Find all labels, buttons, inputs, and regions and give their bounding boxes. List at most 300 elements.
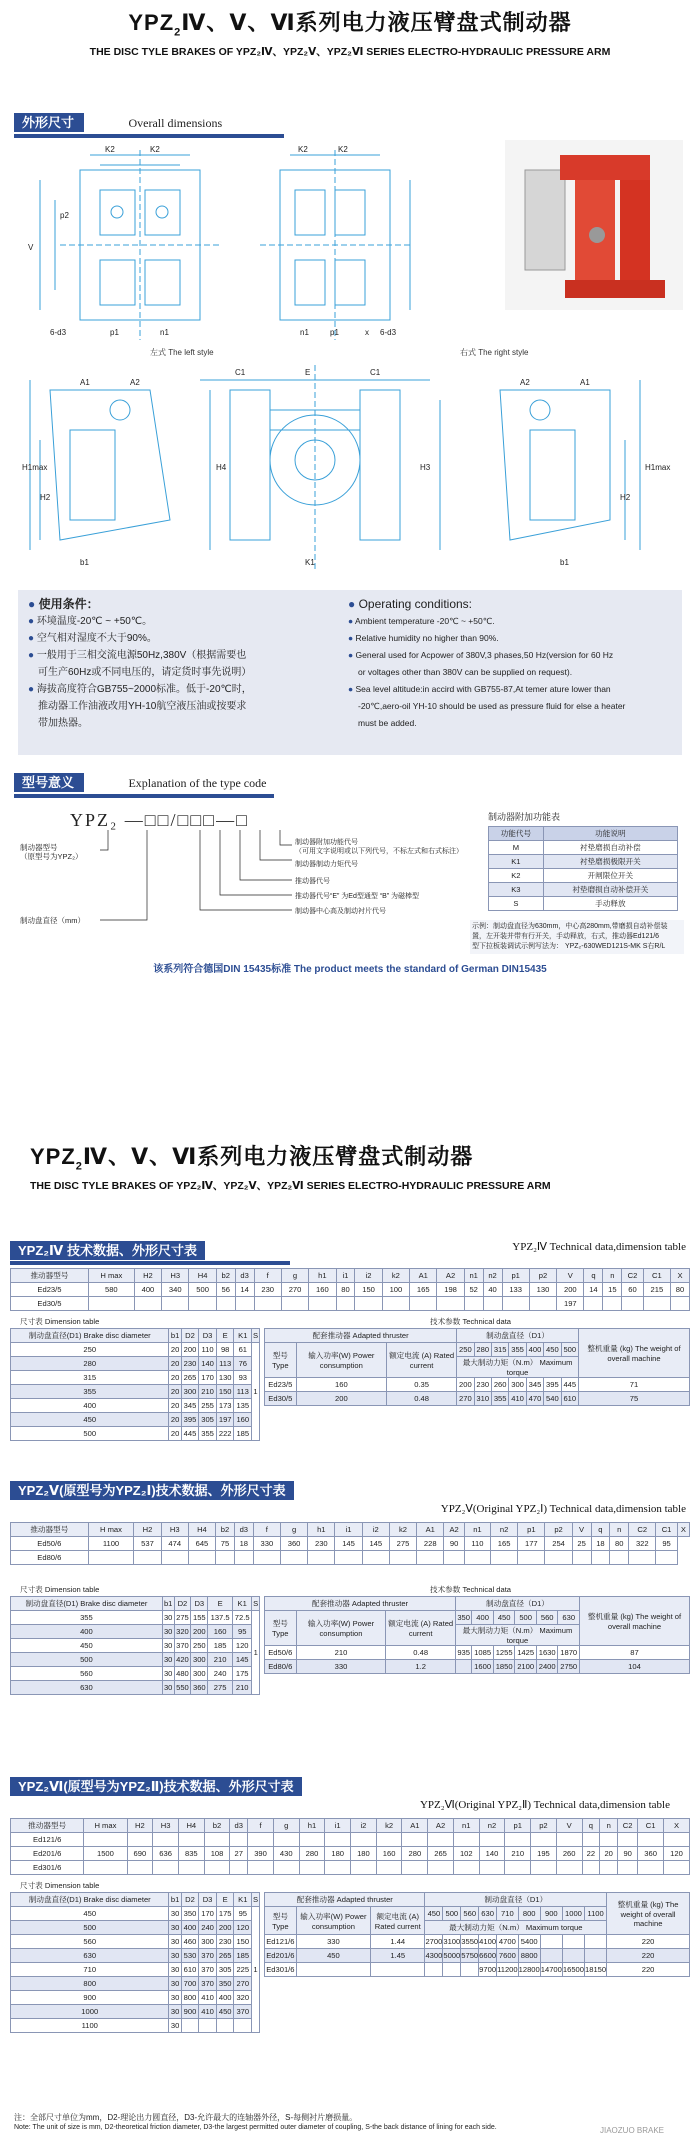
table-cell: 6600 xyxy=(479,1949,497,1963)
table-cell xyxy=(540,1935,562,1949)
diameter-header: 450 xyxy=(425,1907,443,1921)
left-header-cell: E xyxy=(216,1893,234,1907)
dim-cell xyxy=(603,1297,622,1311)
table-cell: 98 xyxy=(216,1343,234,1357)
table-cell: 400 xyxy=(11,1625,163,1639)
dim-cell: 160 xyxy=(309,1283,336,1297)
dim-cell: 150 xyxy=(355,1283,382,1297)
table-cell: 20 xyxy=(169,1357,181,1371)
dim-cell xyxy=(389,1551,416,1565)
table-cell: 1630 xyxy=(536,1646,558,1660)
svg-text:C1: C1 xyxy=(235,368,246,377)
page-header xyxy=(0,6,700,59)
table-cell: 300 xyxy=(191,1667,208,1681)
table-cell xyxy=(425,1963,443,1977)
dim-cell: 270 xyxy=(281,1283,308,1297)
table-cell xyxy=(585,1949,607,1963)
dim-header-cell: q xyxy=(582,1819,600,1833)
t4-bar: YPZ₂Ⅳ 技术数据、外形尺寸表 YPZ₂Ⅳ Technical data,dimension table xyxy=(10,1240,690,1265)
dim-cell xyxy=(204,1861,230,1875)
left-header-cell: D3 xyxy=(199,1893,217,1907)
dim-cell xyxy=(656,1551,677,1565)
table-cell: 305 xyxy=(199,1413,217,1427)
table-cell: 700 xyxy=(181,1977,199,1991)
table-cell: 30 xyxy=(169,1949,181,1963)
table-cell: 30 xyxy=(162,1681,174,1695)
dim-cell xyxy=(529,1297,556,1311)
dim-header-cell: C2 xyxy=(622,1269,643,1283)
diameter-header: 630 xyxy=(558,1611,580,1625)
table-cell: 30 xyxy=(169,1921,181,1935)
dim-header-cell: H3 xyxy=(153,1819,179,1833)
t6-left-table xyxy=(10,1892,260,2033)
diameter-header: 560 xyxy=(461,1907,479,1921)
svg-text:K2: K2 xyxy=(338,145,348,154)
dim-cell xyxy=(308,1551,335,1565)
dim-cell xyxy=(444,1551,465,1565)
table-row xyxy=(11,1625,260,1639)
table-cell: 104 xyxy=(579,1660,689,1674)
table-cell: 5750 xyxy=(461,1949,479,1963)
dim-cell: 340 xyxy=(162,1283,189,1297)
power-header: 输入功率(W) Power consumption xyxy=(296,1907,370,1935)
dims-tab-en: Overall dimensions xyxy=(128,116,223,130)
dim-cell: Ed30/5 xyxy=(11,1297,89,1311)
dim-cell: 80 xyxy=(610,1537,629,1551)
left-header-cell: D2 xyxy=(181,1893,199,1907)
svg-text:H2: H2 xyxy=(40,493,51,502)
dim-cell: 80 xyxy=(336,1283,355,1297)
dim-cell: 130 xyxy=(529,1283,556,1297)
table-cell: 30 xyxy=(162,1667,174,1681)
dim-cell xyxy=(618,1833,638,1847)
svg-text:x: x xyxy=(365,328,369,337)
table-cell: 175 xyxy=(232,1667,251,1681)
dim-cell: 177 xyxy=(518,1537,545,1551)
dim-cell xyxy=(591,1551,610,1565)
left-header-cell: S xyxy=(252,1597,260,1611)
left-header-cell: E xyxy=(208,1597,233,1611)
page-title: $YPZ_2Ⅳ$、Ⅴ、Ⅵ系列电力液压臂盘式制动器 xyxy=(128,10,572,39)
dim-header-cell: b2 xyxy=(216,1269,235,1283)
t4-dim-table xyxy=(10,1268,690,1311)
tables-header xyxy=(0,1140,700,1193)
dim-cell xyxy=(178,1833,204,1847)
table-cell: 110 xyxy=(199,1343,217,1357)
table-cell: 210 xyxy=(232,1681,251,1695)
table-cell: 450 xyxy=(216,2005,234,2019)
dim-cell: 280 xyxy=(299,1847,325,1861)
table-cell: 250 xyxy=(11,1343,169,1357)
table-cell: 355 xyxy=(11,1611,163,1625)
dim-header-cell: A1 xyxy=(410,1269,437,1283)
dim-header-cell: 推动器型号 xyxy=(11,1523,89,1537)
left-header-cell: K1 xyxy=(232,1597,251,1611)
t6-note-cn: 注：全部尺寸单位为mm，D2-理论出力圆直径，D3-允许最大的连轴器外径，S-每侧衬片磨损量。 xyxy=(14,2113,358,2122)
dim-cell xyxy=(643,1297,670,1311)
table-cell: 2400 xyxy=(536,1660,558,1674)
adapted-thruster-header: 配套推动器 Adapted thruster xyxy=(265,1329,457,1343)
dim-cell: 636 xyxy=(153,1847,179,1861)
dim-header-cell: q xyxy=(584,1269,603,1283)
typecode-disc-label: 制动盘直径（mm） xyxy=(20,916,85,925)
dim-cell: 160 xyxy=(376,1847,402,1861)
dim-cell: 228 xyxy=(417,1537,444,1551)
table-cell: 370 xyxy=(234,2005,252,2019)
dim-header-cell: 推动器型号 xyxy=(11,1269,89,1283)
table-cell: 7600 xyxy=(497,1949,519,1963)
table-cell: 30 xyxy=(169,1963,181,1977)
table-cell: 4700 xyxy=(497,1935,519,1949)
dim-cell xyxy=(161,1551,188,1565)
table-cell: 450 xyxy=(11,1907,169,1921)
dim-header-cell: H4 xyxy=(178,1819,204,1833)
dim-cell xyxy=(273,1861,299,1875)
table-cell xyxy=(455,1660,471,1674)
table-cell: 30 xyxy=(169,1907,181,1921)
table-cell: 500 xyxy=(11,1653,163,1667)
table-cell xyxy=(443,1963,461,1977)
dim-cell: 145 xyxy=(335,1537,362,1551)
table-cell: 14700 xyxy=(540,1963,562,1977)
typecode-note: 示例：制动盘直径为630mm，中心高280mm,带磨损自动补偿装 置，左开装并带有行开关，手动释放，右式，推动器Ed121/6 型下拉板装调试示例写法为： YPZ₂-630WED121S-MK S右R/L xyxy=(470,920,684,954)
dim-header-cell: p2 xyxy=(545,1523,572,1537)
diameter-header: 250 xyxy=(457,1343,474,1357)
table-cell: 260 xyxy=(491,1378,508,1392)
table-row xyxy=(11,1907,260,1921)
power-header: 输入功率(W) Power consumption xyxy=(296,1343,386,1378)
dim-cell xyxy=(162,1297,189,1311)
svg-text:C1: C1 xyxy=(370,368,381,377)
table-cell: 320 xyxy=(174,1625,191,1639)
dim-cell: 645 xyxy=(188,1537,215,1551)
dim-cell: 180 xyxy=(351,1847,377,1861)
dim-cell: 474 xyxy=(161,1537,188,1551)
diameter-header: 500 xyxy=(515,1611,537,1625)
table-cell: 185 xyxy=(234,1949,252,1963)
type-code-leaders xyxy=(100,830,300,940)
svg-text:K1: K1 xyxy=(305,558,315,567)
dim-cell: 60 xyxy=(622,1283,643,1297)
dim-cell xyxy=(382,1297,409,1311)
table-cell: 265 xyxy=(216,1949,234,1963)
table-cell: 1425 xyxy=(515,1646,537,1660)
dim-cell xyxy=(234,1551,253,1565)
table-cell: 265 xyxy=(181,1371,199,1385)
table-row xyxy=(265,1646,690,1660)
dim-cell xyxy=(502,1297,529,1311)
table-cell: 410 xyxy=(199,2005,217,2019)
dim-cell: 90 xyxy=(618,1847,638,1861)
svg-text:K2: K2 xyxy=(105,145,115,154)
dim-header-cell: f xyxy=(248,1819,274,1833)
table-cell: 330 xyxy=(296,1660,386,1674)
table-cell: 155 xyxy=(191,1611,208,1625)
table-cell: 8800 xyxy=(518,1949,540,1963)
table-cell xyxy=(216,2019,234,2033)
adapted-thruster-header: 配套推动器 Adapted thruster xyxy=(265,1597,456,1611)
table-cell: 395 xyxy=(181,1413,199,1427)
svg-text:n1: n1 xyxy=(300,328,309,337)
table-cell: 71 xyxy=(578,1378,689,1392)
table-cell xyxy=(181,2019,199,2033)
table-cell: 300 xyxy=(509,1378,526,1392)
left-header-cell: b1 xyxy=(162,1597,174,1611)
dim-header-cell: H2 xyxy=(134,1523,161,1537)
table-cell: 935 xyxy=(455,1646,471,1660)
dim-header-cell: f xyxy=(253,1523,280,1537)
typecode-tab: 型号意义 xyxy=(14,773,84,792)
dim-cell xyxy=(531,1833,557,1847)
dim-cell: 102 xyxy=(453,1847,479,1861)
dim-cell xyxy=(127,1861,153,1875)
diameter-header: 280 xyxy=(474,1343,491,1357)
dim-cell xyxy=(663,1861,689,1875)
dim-cell xyxy=(453,1861,479,1875)
table-cell: 95 xyxy=(232,1625,251,1639)
table-cell: 230 xyxy=(181,1357,199,1371)
table-cell: 240 xyxy=(208,1667,233,1681)
table-cell: 1100 xyxy=(11,2019,169,2033)
table-cell: 445 xyxy=(181,1427,199,1441)
dim-header-cell: H max xyxy=(84,1819,127,1833)
dim-cell xyxy=(629,1551,656,1565)
dim-cell: 165 xyxy=(410,1283,437,1297)
table-cell xyxy=(296,1963,370,1977)
table-cell: 1255 xyxy=(493,1646,515,1660)
dim-cell: 15 xyxy=(603,1283,622,1297)
dim-cell: 140 xyxy=(479,1847,505,1861)
table-cell: 197 xyxy=(216,1413,234,1427)
table-cell: 275 xyxy=(174,1611,191,1625)
diameter-header: 400 xyxy=(526,1343,543,1357)
dim-cell xyxy=(325,1833,351,1847)
table-cell: 530 xyxy=(181,1949,199,1963)
dim-cell: 56 xyxy=(216,1283,235,1297)
left-header-cell: D3 xyxy=(191,1597,208,1611)
table-cell: 270 xyxy=(234,1977,252,1991)
table-cell: 370 xyxy=(199,1963,217,1977)
dim-cell: 260 xyxy=(556,1847,582,1861)
svg-text:E: E xyxy=(305,368,311,377)
table-cell: 93 xyxy=(234,1371,252,1385)
dim-cell: 165 xyxy=(490,1537,517,1551)
table-cell: 1000 xyxy=(11,2005,169,2019)
table-cell: 300 xyxy=(191,1653,208,1667)
dim-cell xyxy=(336,1297,355,1311)
table-cell: 95 xyxy=(234,1907,252,1921)
table-cell: 20 xyxy=(169,1343,181,1357)
torque-header: 最大制动力矩（N.m） Maximum torque xyxy=(455,1625,579,1646)
dim-cell: 145 xyxy=(362,1537,389,1551)
dim-header-cell: n2 xyxy=(479,1819,505,1833)
t6-dim-table xyxy=(10,1818,690,1875)
diameter-header: 1100 xyxy=(585,1907,607,1921)
dim-cell: 835 xyxy=(178,1847,204,1861)
table-cell: 270 xyxy=(457,1392,474,1406)
dim-header-cell: k2 xyxy=(389,1523,416,1537)
power-header: 输入功率(W) Power consumption xyxy=(296,1611,386,1646)
table-cell: 210 xyxy=(199,1385,217,1399)
table-cell: 255 xyxy=(199,1399,217,1413)
table-row xyxy=(265,1660,690,1674)
svg-text:b1: b1 xyxy=(80,558,89,567)
diameter-header: 710 xyxy=(497,1907,519,1921)
table-cell: 30 xyxy=(162,1653,174,1667)
t6-right-table xyxy=(264,1892,690,1977)
table-cell: Ed80/6 xyxy=(265,1660,297,1674)
dim-header-cell: b2 xyxy=(204,1819,230,1833)
dim-cell: 230 xyxy=(308,1537,335,1551)
table-cell: 400 xyxy=(216,1991,234,2005)
dim-header-cell: p1 xyxy=(502,1269,529,1283)
table-cell: 210 xyxy=(296,1646,386,1660)
dim-cell xyxy=(518,1551,545,1565)
table-cell: 20 xyxy=(169,1413,181,1427)
dim-header-cell: n1 xyxy=(453,1819,479,1833)
dim-cell xyxy=(248,1833,274,1847)
table-cell: Ed121/6 xyxy=(265,1935,297,1949)
dims-section-header xyxy=(14,112,684,138)
table-cell: 220 xyxy=(607,1963,690,1977)
table-row xyxy=(265,1963,690,1977)
dim-cell: 75 xyxy=(216,1537,235,1551)
dim-cell: 1100 xyxy=(88,1537,134,1551)
type-header: 型号 Type xyxy=(265,1343,297,1378)
table-cell: 12800 xyxy=(518,1963,540,1977)
table-cell: 560 xyxy=(11,1667,163,1681)
table-cell: 800 xyxy=(11,1977,169,1991)
dim-cell xyxy=(584,1297,603,1311)
dim-header-cell: i1 xyxy=(325,1819,351,1833)
dim-cell xyxy=(325,1861,351,1875)
dim-header-cell: H3 xyxy=(161,1523,188,1537)
table-cell: 30 xyxy=(169,1991,181,2005)
dim-header-cell: k2 xyxy=(376,1819,402,1833)
svg-text:A1: A1 xyxy=(580,378,590,387)
dim-header-cell: g xyxy=(281,1269,308,1283)
dim-cell xyxy=(479,1833,505,1847)
table-cell: 185 xyxy=(234,1427,252,1441)
dim-cell xyxy=(671,1297,690,1311)
dim-cell: 360 xyxy=(280,1537,307,1551)
table-cell: 200 xyxy=(296,1392,386,1406)
dim-header-cell: H2 xyxy=(134,1269,161,1283)
diameter-header: 355 xyxy=(509,1343,526,1357)
dim-cell xyxy=(362,1551,389,1565)
dim-cell: 100 xyxy=(382,1283,409,1297)
tables-subtitle: THE DISC TYLE BRAKES OF YPZ₂Ⅳ、YPZ₂Ⅴ、YPZ₂Ⅵ SERIES ELECTRO-HYDRAULIC PRESSURE ARM xyxy=(30,1180,551,1193)
svg-text:H1max: H1max xyxy=(645,463,671,472)
table-cell: 610 xyxy=(561,1392,578,1406)
dim-header-cell: p1 xyxy=(518,1523,545,1537)
current-header: 额定电流 (A) Rated current xyxy=(386,1611,456,1646)
dim-header-cell: q xyxy=(591,1523,610,1537)
t4-left-table xyxy=(10,1328,260,1441)
svg-text:6-d3: 6-d3 xyxy=(380,328,397,337)
table-cell: 230 xyxy=(474,1378,491,1392)
svg-text:V: V xyxy=(28,243,34,252)
dim-header-cell: h1 xyxy=(308,1523,335,1537)
tables-title: $YPZ_2Ⅳ$、Ⅴ、Ⅵ系列电力液压臂盘式制动器 xyxy=(30,1144,474,1173)
dim-cell xyxy=(188,1551,215,1565)
dim-cell: 27 xyxy=(230,1847,248,1861)
table-cell: 305 xyxy=(216,1963,234,1977)
table-cell: 20 xyxy=(169,1371,181,1385)
table-cell: 170 xyxy=(199,1907,217,1921)
table-cell: 200 xyxy=(216,1921,234,1935)
dim-cell xyxy=(309,1297,336,1311)
diameter-header: 450 xyxy=(544,1343,561,1357)
dim-header-cell: n xyxy=(600,1819,618,1833)
table-cell: 410 xyxy=(509,1392,526,1406)
table-cell: 900 xyxy=(11,1991,169,2005)
table-cell: 75 xyxy=(578,1392,689,1406)
dim-cell: 40 xyxy=(483,1283,502,1297)
conditions-en: ● Operating conditions: ● Ambient temperature -20℃ ~ +50℃. ● Relative humidity no higher than 90%. ● General used for Acpower of 380V,3 phases,50 Hz(version for 60 Hz or voltages other than 380V can be supplied on request). ● Sea level altitude:in accird with GB755-87,At temer ature lower than -20℃,aero-oil YH-10 should be used as pressure fluid for else a heater must be added. xyxy=(348,597,626,728)
left-header-cell: 制动盘直径(D1) Brake disc diameter xyxy=(11,1597,163,1611)
diameter-header: 560 xyxy=(536,1611,558,1625)
dim-header-cell: h1 xyxy=(299,1819,325,1833)
table-cell: 355 xyxy=(491,1392,508,1406)
table-cell: 450 xyxy=(296,1949,370,1963)
table-cell: Ed201/6 xyxy=(265,1949,297,1963)
table-row xyxy=(11,1681,260,1695)
dim-cell xyxy=(189,1297,216,1311)
dim-header-cell: C2 xyxy=(629,1523,656,1537)
dim-cell xyxy=(355,1297,382,1311)
dim-header-cell: n2 xyxy=(483,1269,502,1283)
table-cell: 410 xyxy=(199,1991,217,2005)
dim-header-cell: 推动器型号 xyxy=(11,1819,84,1833)
table-cell: 4300 xyxy=(425,1949,443,1963)
adapted-thruster-header: 配套推动器 Adapted thruster xyxy=(265,1893,425,1907)
table-cell: 225 xyxy=(234,1963,252,1977)
table-cell: 87 xyxy=(579,1646,689,1660)
dim-cell xyxy=(248,1861,274,1875)
dim-header-cell: n1 xyxy=(464,1269,483,1283)
table-cell: 16500 xyxy=(562,1963,584,1977)
dim-cell xyxy=(299,1861,325,1875)
dim-cell xyxy=(273,1833,299,1847)
table-cell: 30 xyxy=(162,1625,174,1639)
table-cell: 470 xyxy=(526,1392,543,1406)
dim-cell xyxy=(127,1833,153,1847)
type-header: 型号 Type xyxy=(265,1611,297,1646)
table-cell: 200 xyxy=(191,1625,208,1639)
t5-bar: YPZ₂Ⅴ(原型号为YPZ₂Ⅰ)技术数据、外形尺寸表 YPZ₂Ⅴ(Original YPZ₂Ⅰ) Technical data,dimension table xyxy=(10,1480,690,1515)
dim-cell: 400 xyxy=(134,1283,161,1297)
dim-cell: Ed301/6 xyxy=(11,1861,84,1875)
current-header: 额定电流 (A) Rated current xyxy=(371,1907,425,1935)
dim-cell: 18 xyxy=(234,1537,253,1551)
dim-header-cell: X xyxy=(677,1523,689,1537)
table-cell: 11200 xyxy=(497,1963,519,1977)
dim-cell: 197 xyxy=(557,1297,584,1311)
table-cell: 345 xyxy=(526,1378,543,1392)
dim-cell: 120 xyxy=(663,1847,689,1861)
dim-cell xyxy=(153,1861,179,1875)
table-cell: 370 xyxy=(199,1977,217,1991)
dim-header-cell: H3 xyxy=(162,1269,189,1283)
table-cell: 2700 xyxy=(425,1935,443,1949)
dim-cell: 22 xyxy=(582,1847,600,1861)
dim-cell xyxy=(84,1861,127,1875)
dim-cell xyxy=(545,1551,572,1565)
dim-header-cell: V xyxy=(572,1523,591,1537)
dim-cell xyxy=(582,1861,600,1875)
disc-diameter-header: 制动盘直径（D1） xyxy=(457,1329,579,1343)
